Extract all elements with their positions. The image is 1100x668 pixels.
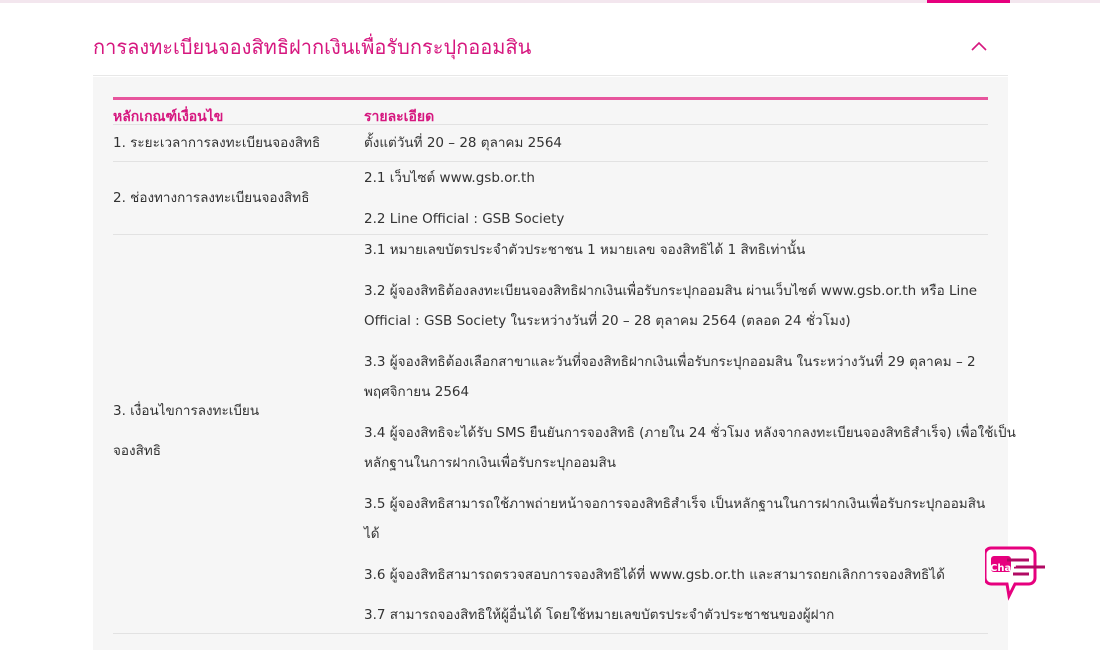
detail-line: 3.4 ผู้จองสิทธิจะได้รับ SMS ยืนยันการจองสิทธิ (ภายใน 24 ชั่วโมง หลังจากลงทะเบียนจองสิทธิสำเร็จ) เพื่อใช้เป็น [364, 424, 1016, 441]
detail-line: ตั้งแต่วันที่ 20 – 28 ตุลาคม 2564 [364, 135, 563, 151]
accordion-title: การลงทะเบียนจองสิทธิฝากเงินเพื่อรับกระปุกออมสิน [93, 35, 532, 59]
criteria-cell [113, 178, 353, 218]
detail-paragraph [364, 204, 988, 235]
detail-paragraph [364, 560, 988, 591]
table-row [113, 125, 988, 162]
detail-paragraph [364, 600, 988, 631]
detail-line: 3.5 ผู้จองสิทธิสามารถใช้ภาพถ่ายหน้าจอการจองสิทธิสำเร็จ เป็นหลักฐานในการฝากเงินเพื่อรับกระปุกออมสิน [364, 495, 986, 512]
detail-paragraph [364, 347, 988, 408]
detail-line: 2.2 Line Official : GSB Society [364, 210, 565, 227]
active-tab-indicator [927, 0, 1010, 3]
details-cell [364, 125, 988, 159]
accordion-header[interactable] [93, 18, 1008, 76]
criteria-cell [113, 391, 353, 471]
chat-label: Chat [990, 563, 1016, 574]
table-row [113, 162, 988, 235]
chat-bubble-icon [985, 544, 1049, 604]
details-cell [364, 162, 988, 234]
header-details: รายละเอียด [364, 109, 435, 125]
detail-line: 3.1 หมายเลขบัตรประจำตัวประชาชน 1 หมายเลข จองสิทธิได้ 1 สิทธิเท่านั้น [364, 242, 806, 258]
detail-line: 2.1 เว็บไซต์ www.gsb.or.th [364, 170, 535, 186]
detail-paragraph [364, 235, 988, 266]
detail-line: 3.3 ผู้จองสิทธิต้องเลือกสาขาและวันที่จองสิทธิฝากเงินเพื่อรับกระปุกออมสิน ในระหว่างวันที่ 29 ตุลาคม – 2 [364, 353, 976, 370]
detail-line: 3.2 ผู้จองสิทธิต้องลงทะเบียนจองสิทธิฝากเงินเพื่อรับกระปุกออมสิน ผ่านเว็บไซต์ www.gsb.or.th หรือ Line [364, 282, 978, 299]
detail-line: ได้ [364, 526, 380, 542]
detail-paragraph [364, 489, 988, 550]
chevron-up-icon[interactable] [970, 40, 988, 52]
detail-line: Official : GSB Society ในระหว่างวันที่ 20 – 28 ตุลาคม 2564 (ตลอด 24 ชั่วโมง) [364, 313, 851, 329]
criteria-text: 2. ช่องทางการลงทะเบียนจองสิทธิ [113, 190, 310, 206]
criteria-text: 3. เงื่อนไขการลงทะเบียน [113, 403, 260, 419]
accordion-body [93, 77, 1016, 650]
criteria-text: จองสิทธิ [113, 443, 161, 459]
detail-line: พฤศจิกายน 2564 [364, 384, 470, 400]
detail-paragraph [364, 128, 988, 159]
header-criteria: หลักเกณฑ์เงื่อนไข [113, 109, 224, 125]
web-chat-button[interactable] [985, 544, 1049, 604]
detail-line: 3.6 ผู้จองสิทธิสามารถตรวจสอบการจองสิทธิได้ที่ www.gsb.or.th และสามารถยกเลิกการจองสิทธิได้ [364, 566, 945, 583]
criteria-cell [113, 125, 353, 161]
detail-line: หลักฐานในการฝากเงินเพื่อรับกระปุกออมสิน [364, 455, 616, 471]
table-header [113, 97, 988, 125]
detail-line: 3.7 สามารถจองสิทธิให้ผู้อื่นได้ โดยใช้หมายเลขบัตรประจำตัวประชาชนของผู้ฝาก [364, 607, 835, 623]
detail-paragraph [364, 418, 1016, 479]
criteria-text: 1. ระยะเวลาการลงทะเบียนจองสิทธิ [113, 135, 321, 151]
detail-paragraph [364, 163, 988, 194]
detail-paragraph [364, 276, 988, 337]
